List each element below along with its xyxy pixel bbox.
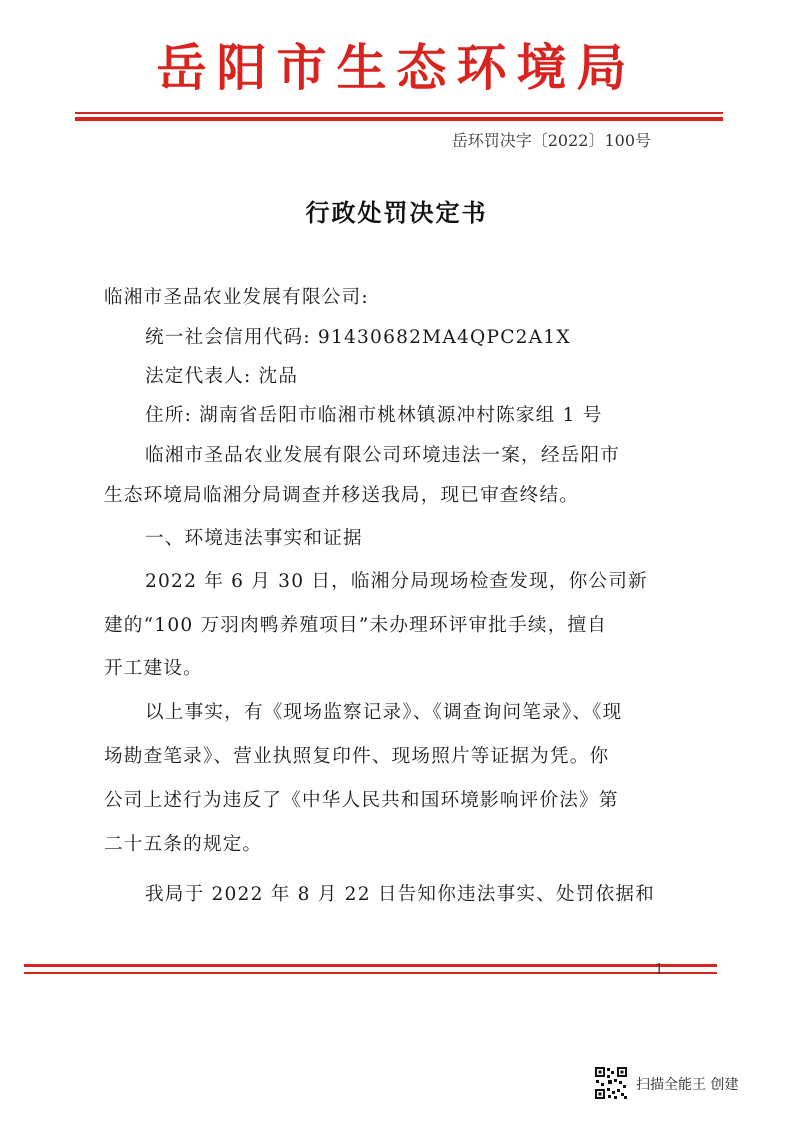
footer-red-rule-thick: [24, 964, 717, 967]
document-title: 行政处罚决定书: [305, 198, 488, 227]
watermark-text: 扫描全能王 创建: [636, 1077, 739, 1093]
scanner-watermark: [594, 1066, 774, 1106]
header-red-rule-thick: [75, 117, 723, 121]
header-red-rule-thin: [75, 112, 723, 114]
credit-code: 统一社会信用代码: 91430682MA4QPC2A1X: [145, 327, 571, 348]
section-heading: 一、环境违法事实和证据: [145, 528, 363, 549]
document-number: 岳环罚决字〔2022〕100号: [451, 131, 651, 150]
body-line: 以上事实，有《现场监察记录》、《调查询问笔录》、《现: [145, 702, 623, 723]
legal-representative: 法定代表人: 沈品: [145, 366, 299, 387]
body-line: 建的“100 万羽肉鸭养殖项目”未办理环评审批手续，擅自: [104, 615, 608, 636]
body-line: 二十五条的规定。: [104, 834, 263, 855]
body-line: 2022 年 6 月 30 日，临湘分局现场检查发现，你公司新: [145, 571, 648, 592]
page-number: 1: [655, 962, 664, 977]
body-line: 开工建设。: [104, 658, 203, 679]
body-line: 生态环境局临湘分局调查并移送我局，现已审查终结。: [104, 485, 580, 506]
party-name: 临湘市圣品农业发展有限公司:: [104, 287, 369, 308]
body-line: 临湘市圣品农业发展有限公司环境违法一案，经岳阳市: [145, 445, 621, 466]
footer-red-rule-thin: [24, 972, 717, 974]
org-header-title: 岳阳市生态环境局: [156, 38, 637, 97]
body-line: 场勘查笔录》、营业执照复印件、现场照片等证据为凭。你: [104, 746, 610, 767]
qr-code-icon: [594, 1066, 628, 1100]
body-line: 我局于 2022 年 8 月 22 日告知你违法事实、处罚依据和: [145, 884, 655, 905]
address: 住所: 湖南省岳阳市临湘市桃林镇源冲村陈家组 1 号: [145, 405, 603, 426]
body-line: 公司上述行为违反了《中华人民共和国环境影响评价法》第: [104, 790, 619, 811]
